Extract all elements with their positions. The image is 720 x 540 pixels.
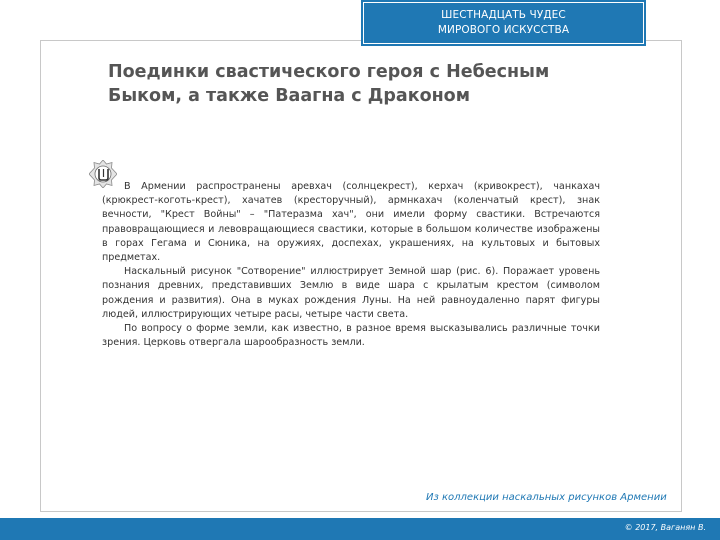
- title-line-2: Быком, а также Ваагна с Драконом: [108, 86, 471, 106]
- copyright-text: © 2017, Ваганян В.: [624, 523, 706, 532]
- slide-title: [108, 60, 628, 108]
- header-line-2: МИРОВОГО ИСКУССТВА: [437, 24, 570, 36]
- header-line-1: ШЕСТНАДЦАТЬ ЧУДЕС: [441, 9, 566, 21]
- paragraph-2: Наскальный рисунок "Сотворение" иллюстрирует Земной шар (рис. 6). Поражает уровень познания древних, представивших Землю в виде шара с крылатым крестом (символом рождения и развития). Она в муках рождения Луны. На ней равноудаленно парят фигуры людей, иллюстрирующих четыре расы, четыре части света.: [102, 266, 600, 320]
- title-line-1: Поединки свастического героя с Небесным: [108, 62, 550, 82]
- body-text: [102, 180, 600, 350]
- paragraph-1: В Армении распространены аревхач (солнцекрест), керхач (кривокрест), чанкахач (крюкрест-коготь-крест), хачатев (кресторучный), армнкахач (коленчатый крест), знак вечности, "Крест Войны" – "Патеразма хач", они имели форму свастики. Встречаются правовращающиеся и левовращающиеся свастики, которые в большом количестве изображены в горах Гегама и Сюника, на оружиях, доспехах, украшениях, на культовых и бытовых предметах.: [102, 181, 600, 264]
- header-banner: [361, 0, 646, 46]
- footer-bar: [0, 518, 720, 540]
- paragraph-3: По вопросу о форме земли, как известно, в разное время высказывались различные точки зрения. Церковь отвергала шарообразность земли.: [102, 323, 600, 349]
- image-caption: Из коллекции наскальных рисунков Армении: [426, 492, 667, 503]
